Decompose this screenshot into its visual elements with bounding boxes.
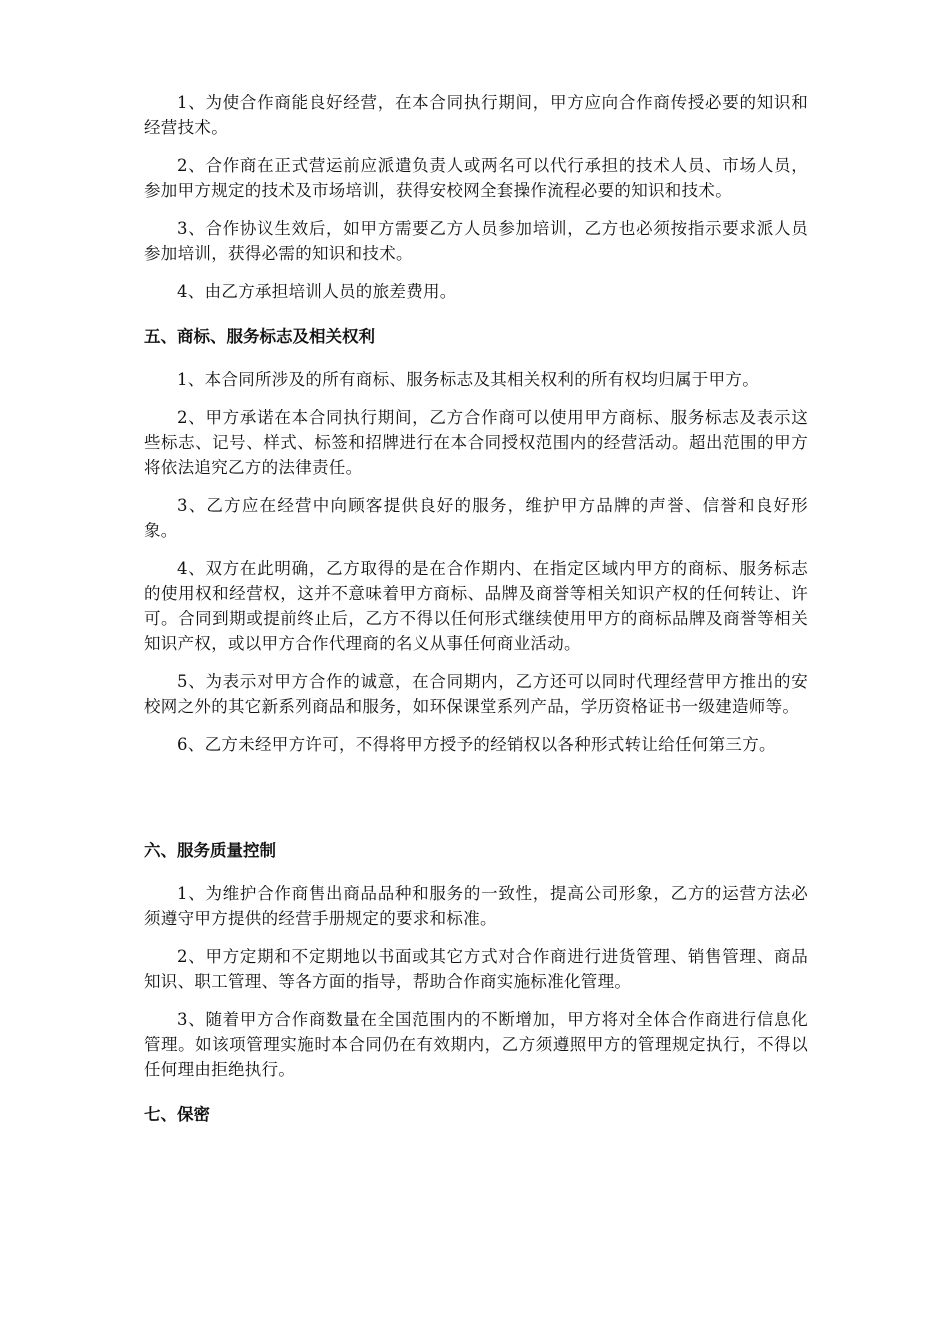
paragraph-training-4: 4、由乙方承担培训人员的旅差费用。: [177, 282, 457, 301]
paragraph-quality-3: 3、随着甲方合作商数量在全国范围内的不断增加，甲方将对全体合作商进行信息化管理。如该项管理实施时本合同仍在有效期内，乙方须遵照甲方的管理规定执行，不得以任何理由拒绝执行。: [144, 1010, 808, 1079]
section-heading-confidentiality: 七、保密: [144, 1105, 210, 1124]
paragraph-trademark-4: 4、双方在此明确，乙方取得的是在合作期内、在指定区域内甲方的商标、服务标志的使用权和经营权，这并不意味着甲方商标、品牌及商誉等相关知识产权的任何转让、许可。合同到期或提前终止后，乙方不得以任何形式继续使用甲方的商标品牌及商誉等相关知识产权，或以甲方合作代理商的名义从事任何商业活动。: [144, 559, 808, 653]
paragraph-trademark-5: 5、为表示对甲方合作的诚意，在合同期内，乙方还可以同时代理经营甲方推出的安校网之外的其它新系列商品和服务，如环保课堂系列产品，学历资格证书一级建造师等。: [144, 672, 808, 716]
paragraph-training-2: 2、合作商在正式营运前应派遣负责人或两名可以代行承担的技术人员、市场人员，参加甲方规定的技术及市场培训，获得安校网全套操作流程必要的知识和技术。: [144, 156, 808, 200]
paragraph-training-3: 3、合作协议生效后，如甲方需要乙方人员参加培训，乙方也必须按指示要求派人员参加培训，获得必需的知识和技术。: [144, 219, 808, 263]
paragraph-quality-2: 2、甲方定期和不定期地以书面或其它方式对合作商进行进货管理、销售管理、商品知识、职工管理、等各方面的指导，帮助合作商实施标准化管理。: [144, 947, 808, 991]
section-heading-trademarks: 五、商标、服务标志及相关权利: [144, 327, 375, 346]
paragraph-trademark-3: 3、乙方应在经营中向顾客提供良好的服务，维护甲方品牌的声誉、信誉和良好形象。: [144, 496, 808, 540]
paragraph-quality-1: 1、为维护合作商售出商品品种和服务的一致性，提高公司形象，乙方的运营方法必须遵守甲方提供的经营手册规定的要求和标准。: [144, 884, 808, 928]
paragraph-trademark-2: 2、甲方承诺在本合同执行期间，乙方合作商可以使用甲方商标、服务标志及表示这些标志、记号、样式、标签和招牌进行在本合同授权范围内的经营活动。超出范围的甲方将依法追究乙方的法律责任。: [144, 408, 808, 477]
document-page: [144, 90, 808, 1145]
paragraph-training-1: 1、为使合作商能良好经营，在本合同执行期间，甲方应向合作商传授必要的知识和经营技术。: [144, 93, 808, 137]
section-heading-quality-control: 六、服务质量控制: [144, 841, 276, 860]
paragraph-trademark-1: 1、本合同所涉及的所有商标、服务标志及其相关权利的所有权均归属于甲方。: [177, 370, 759, 389]
blank-space: [144, 770, 808, 818]
paragraph-trademark-6: 6、乙方未经甲方许可，不得将甲方授予的经销权以各种形式转让给任何第三方。: [177, 735, 776, 754]
